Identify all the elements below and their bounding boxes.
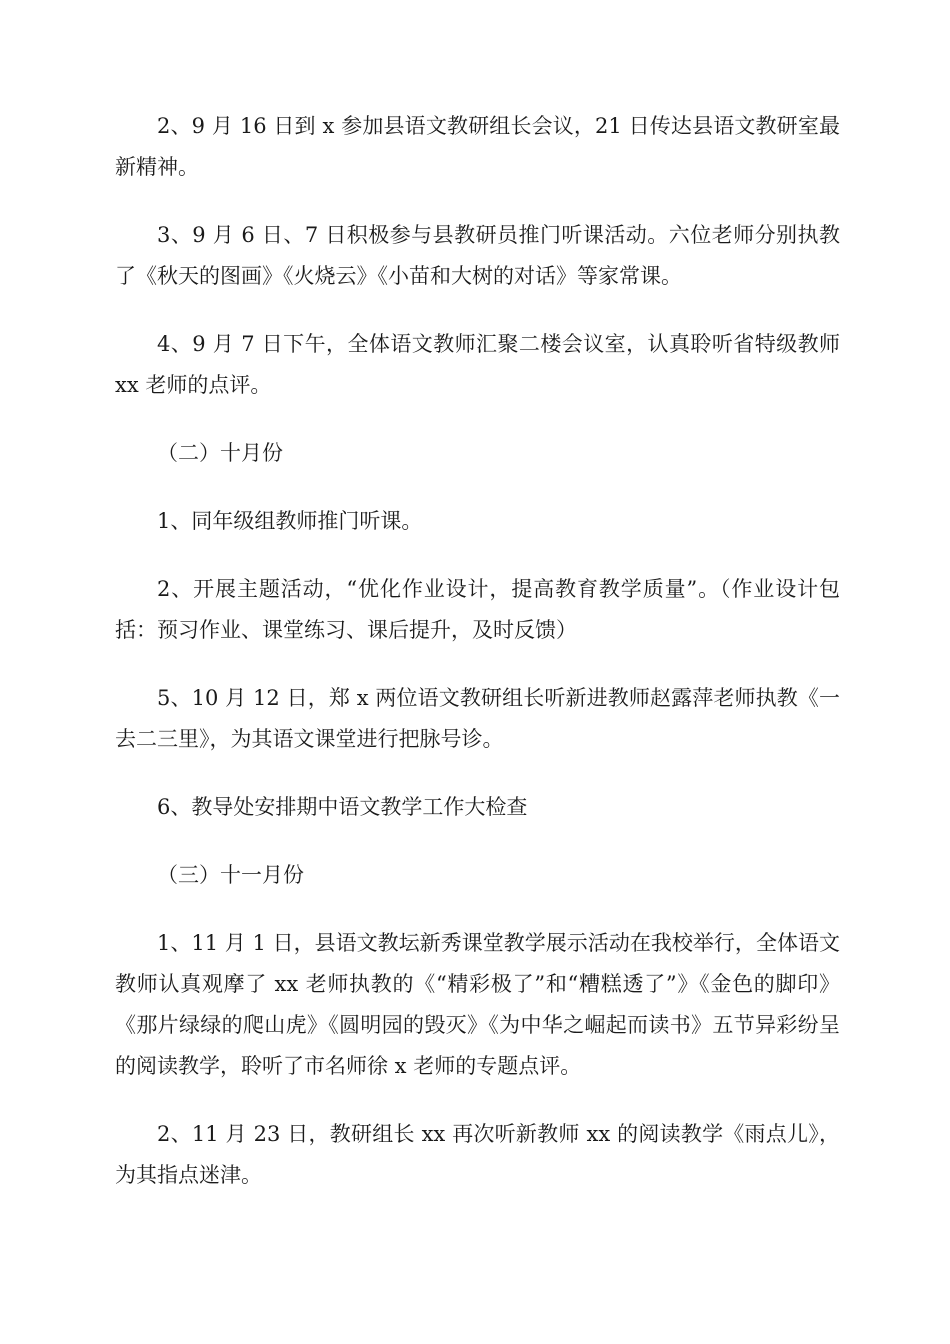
paragraph-sept-item-4: 4、9 月 7 日下午，全体语文教师汇聚二楼会议室，认真聆听省特级教师 xx 老师的点评。 xyxy=(115,332,840,397)
paragraph-oct-item-5: 5、10 月 12 日，郑 x 两位语文教研组长听新进教师赵露萍老师执教《一去二三里》，为其语文课堂进行把脉号诊。 xyxy=(115,686,840,751)
paragraph-oct-item-1: 1、同年级组教师推门听课。 xyxy=(157,509,423,533)
paragraph-oct-item-6: 6、教导处安排期中语文教学工作大检查 xyxy=(157,795,528,819)
paragraph-oct-item-2: 2、开展主题活动，“优化作业设计，提高教育教学质量”。（作业设计包括：预习作业、课堂练习、课后提升，及时反馈） xyxy=(115,577,840,642)
paragraph-nov-item-2: 2、11 月 23 日，教研组长 xx 再次听新教师 xx 的阅读教学《雨点儿》，为其指点迷津。 xyxy=(115,1122,840,1187)
section-heading-october: （二）十月份 xyxy=(157,441,283,465)
document-page xyxy=(115,106,840,1223)
section-heading-november: （三）十一月份 xyxy=(157,863,304,887)
paragraph-sept-item-3: 3、9 月 6 日、7 日积极参与县教研员推门听课活动。六位老师分别执教了《秋天的图画》《火烧云》《小苗和大树的对话》等家常课。 xyxy=(115,223,840,288)
paragraph-sept-item-2: 2、9 月 16 日到 x 参加县语文教研组长会议，21 日传达县语文教研室最新精神。 xyxy=(115,114,840,179)
paragraph-nov-item-1: 1、11 月 1 日，县语文教坛新秀课堂教学展示活动在我校举行，全体语文教师认真观摩了 xx 老师执教的《“精彩极了”和“糟糕透了”》《金色的脚印》《那片绿绿的爬山虎》《圆明园的毁灭》《为中华之崛起而读书》五节异彩纷呈的阅读教学，聆听了市名师徐 x 老师的专题点评。 xyxy=(115,931,840,1078)
